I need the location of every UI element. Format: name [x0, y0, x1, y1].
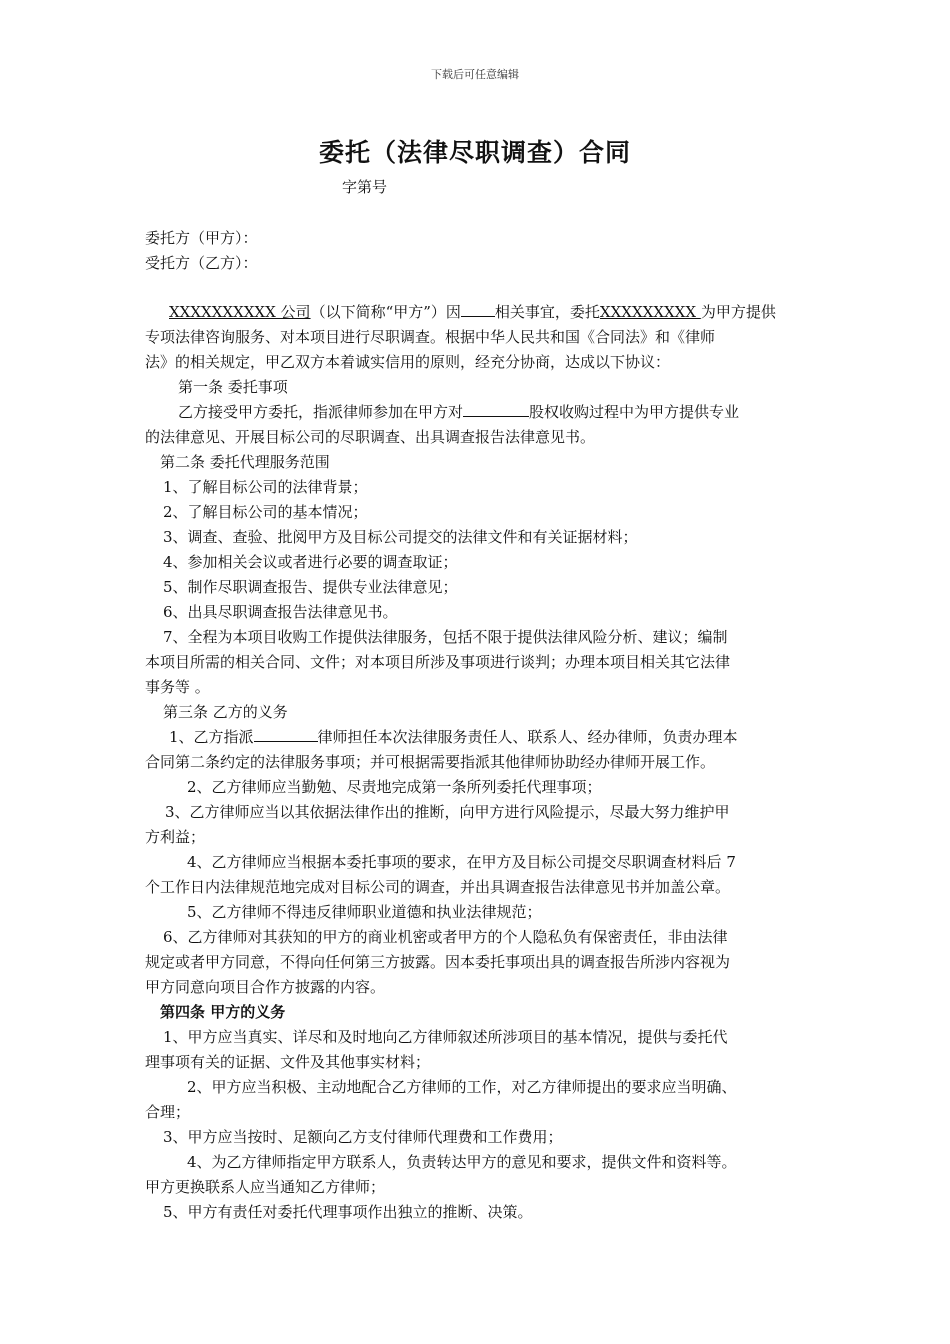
article-3-item-2: 2、乙方律师应当勤勉、尽责地完成第一条所列委托代理事项； — [187, 778, 602, 796]
article-3-item-4-line-1: 4、乙方律师应当根据本委托事项的要求，在甲方及目标公司提交尽职调查材料后 7 — [187, 853, 736, 871]
article-3-item-1-line-2: 合同第二条约定的法律服务事项；并可根据需要指派其他律师协助经办律师开展工作。 — [145, 753, 716, 771]
article-1-line-2: 的法律意见、开展目标公司的尽职调查、出具调查报告法律意见书。 — [145, 428, 596, 446]
article-2-item-7-line-3: 事务等 。 — [145, 678, 210, 696]
article-2-item-6: 6、出具尽职调查报告法律意见书。 — [163, 603, 398, 621]
header-note: 下载后可任意编辑 — [431, 68, 519, 81]
article-3-heading: 第三条 乙方的义务 — [163, 703, 288, 721]
document-number: 字第号 — [342, 178, 388, 196]
article-3-item-4-line-2: 个工作日内法律规范地完成对目标公司的调查，并出具调查报告法律意见书并加盖公章。 — [145, 878, 731, 896]
article-2-item-2: 2、了解目标公司的基本情况； — [163, 503, 368, 521]
blank-matter — [461, 301, 495, 317]
intro-text-3: 为甲方提供 — [700, 303, 776, 321]
article-2-item-4: 4、参加相关会议或者进行必要的调查取证； — [163, 553, 458, 571]
party-b-label: 受托方（乙方）： — [145, 254, 258, 272]
entrusted-firm: XXXXXXXXX — [599, 303, 701, 321]
article-4-item-4-line-2: 甲方更换联系人应当通知乙方律师； — [145, 1178, 386, 1196]
article-4-item-2-line-1: 2、甲方应当积极、主动地配合乙方律师的工作，对乙方律师提出的要求应当明确、 — [187, 1078, 737, 1096]
article-4-item-5: 5、甲方有责任对委托代理事项作出独立的推断、决策。 — [163, 1203, 533, 1221]
article-1-text-b: 股权收购过程中为甲方提供专业 — [529, 403, 740, 421]
company-name: XXXXXXXXXX 公司 — [169, 303, 311, 321]
article-2-item-1: 1、了解目标公司的法律背景； — [163, 478, 368, 496]
article-3-item-3-line-2: 方利益； — [145, 828, 206, 846]
intro-text-2: 相关事宜，委托 — [494, 303, 600, 321]
article-3-item-6-line-3: 甲方同意向项目合作方披露的内容。 — [145, 978, 386, 996]
intro-text-1: （以下简称“甲方”）因 — [310, 303, 461, 321]
article-1-line-1 — [178, 400, 843, 425]
blank-lawyer-name — [254, 726, 318, 742]
article-3-item-1-text-b: 律师担任本次法律服务责任人、联系人、经办律师，负责办理本 — [317, 728, 738, 746]
blank-target-company — [463, 401, 529, 417]
article-3-item-6-line-2: 规定或者甲方同意，不得向任何第三方披露。因本委托事项出具的调查报告所涉内容视为 — [145, 953, 731, 971]
article-4-item-2-line-2: 合理； — [145, 1103, 191, 1121]
intro-line-1 — [169, 300, 834, 325]
article-4-item-1-line-2: 理事项有关的证据、文件及其他事实材料； — [145, 1053, 431, 1071]
article-2-heading: 第二条 委托代理服务范围 — [160, 453, 330, 471]
article-2-item-7-line-1: 7、全程为本项目收购工作提供法律服务，包括不限于提供法律风险分析、建议；编制 — [163, 628, 728, 646]
article-4-item-1-line-1: 1、甲方应当真实、详尽和及时地向乙方律师叙述所涉项目的基本情况，提供与委托代 — [163, 1028, 728, 1046]
article-2-item-3: 3、调查、查验、批阅甲方及目标公司提交的法律文件和有关证据材料； — [163, 528, 638, 546]
article-3-item-1-text-a: 1、乙方指派 — [169, 728, 254, 746]
article-4-item-4-line-1: 4、为乙方律师指定甲方联系人，负责转达甲方的意见和要求，提供文件和资料等。 — [187, 1153, 737, 1171]
article-3-item-5: 5、乙方律师不得违反律师职业道德和执业法律规范； — [187, 903, 542, 921]
article-3-item-1-line-1 — [169, 725, 834, 750]
party-a-label: 委托方（甲方）： — [145, 229, 258, 247]
document-title: 委托（法律尽职调查）合同 — [318, 138, 631, 167]
article-2-item-7-line-2: 本项目所需的相关合同、文件；对本项目所涉及事项进行谈判；办理本项目相关其它法律 — [145, 653, 731, 671]
intro-line-2: 专项法律咨询服务、对本项目进行尽职调查。根据中华人民共和国《合同法》和《律师 — [145, 328, 716, 346]
article-2-item-5: 5、制作尽职调查报告、提供专业法律意见； — [163, 578, 458, 596]
article-4-item-3: 3、甲方应当按时、足额向乙方支付律师代理费和工作费用； — [163, 1128, 563, 1146]
article-3-item-3-line-1: 3、乙方律师应当以其依据法律作出的推断，向甲方进行风险提示，尽最大努力维护甲 — [165, 803, 730, 821]
article-1-heading: 第一条 委托事项 — [178, 378, 288, 396]
article-3-item-6-line-1: 6、乙方律师对其获知的甲方的商业机密或者甲方的个人隐私负有保密责任，非由法律 — [163, 928, 728, 946]
article-4-heading: 第四条 甲方的义务 — [160, 1003, 286, 1021]
intro-line-3: 法》的相关规定，甲乙双方本着诚实信用的原则，经充分协商，达成以下协议： — [145, 353, 671, 371]
article-1-text-a: 乙方接受甲方委托，指派律师参加在甲方对 — [178, 403, 464, 421]
